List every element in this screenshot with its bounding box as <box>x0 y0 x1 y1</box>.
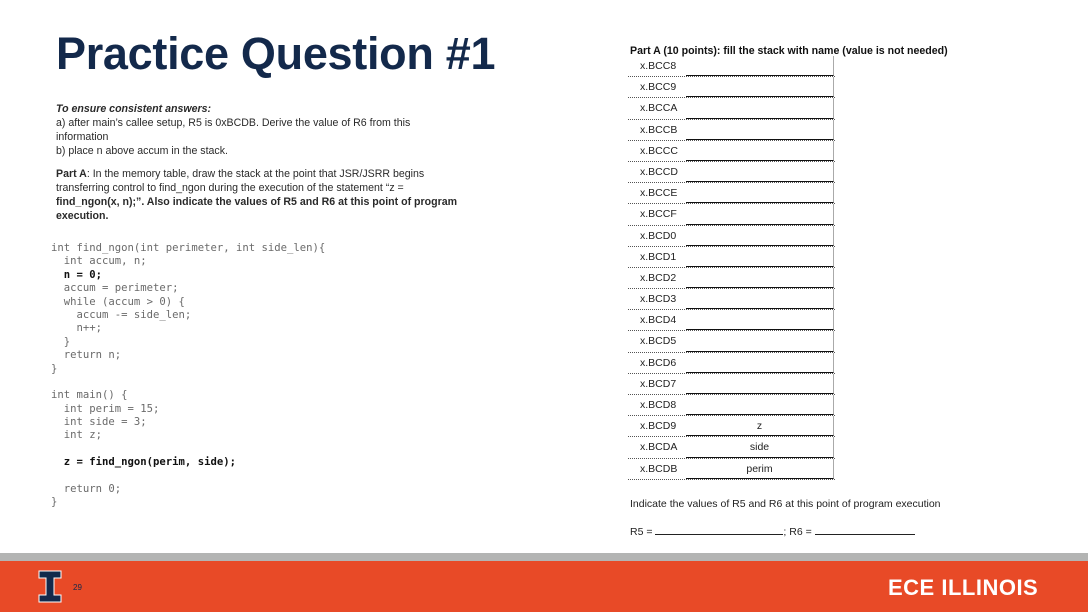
code-line: int z; <box>51 429 103 442</box>
stack-row <box>628 98 835 119</box>
part-a-line1-text: : In the memory table, draw the stack at the point that JSR/JSRR begins <box>86 168 425 180</box>
part-a-line1 <box>56 167 496 181</box>
instruction-a-line1: a) after main’s callee setup, R5 is 0xBCDB. Derive the value of R6 from this <box>56 117 411 129</box>
code-line <box>51 470 325 483</box>
stack-value-cell[interactable] <box>686 120 834 140</box>
code-line: } <box>51 362 58 375</box>
stack-value-cell[interactable] <box>686 310 834 330</box>
stack-row <box>628 395 835 416</box>
stack-row <box>628 310 835 331</box>
code-line: return 0; <box>51 483 122 496</box>
stack-address: x.BCD8 <box>640 399 677 411</box>
stack-value-cell[interactable] <box>686 395 834 415</box>
stack-table <box>628 56 835 480</box>
stack-value-cell[interactable] <box>686 141 834 161</box>
part-a-line4: execution. <box>56 210 109 222</box>
r6-answer-blank[interactable] <box>815 525 915 535</box>
code-line <box>51 443 325 456</box>
stack-address: x.BCD5 <box>640 335 677 348</box>
stack-address: x.BCCD <box>640 165 678 178</box>
stack-address: x.BCDB <box>640 462 678 475</box>
stack-address: x.BCCF <box>640 208 677 221</box>
stack-address: x.BCD3 <box>640 293 677 306</box>
stack-value-cell[interactable] <box>686 247 834 267</box>
stack-row <box>628 141 835 162</box>
part-a-label: Part A <box>56 168 87 180</box>
stack-value-cell[interactable] <box>686 77 834 97</box>
stack-value-cell[interactable] <box>686 268 834 288</box>
stack-row <box>628 374 835 395</box>
code-line: while (accum > 0) { <box>51 295 185 308</box>
stack-row <box>628 416 835 437</box>
indicate-text: Indicate the values of R5 and R6 at this point of program execution <box>630 498 941 510</box>
stack-table-header: Part A (10 points): fill the stack with name (value is not needed) <box>630 45 948 57</box>
stack-value-cell[interactable] <box>686 98 834 118</box>
stack-row <box>628 120 835 141</box>
stack-address: x.BCDA <box>640 441 678 454</box>
instruction-b: b) place n above accum in the stack. <box>56 145 228 157</box>
stack-address: x.BCCB <box>640 123 678 136</box>
r5-answer-blank[interactable] <box>655 525 783 535</box>
page-number: 29 <box>73 583 82 592</box>
stack-row <box>628 268 835 289</box>
stack-value-cell[interactable] <box>686 289 834 309</box>
footer-gray-band <box>0 553 1088 561</box>
stack-address: x.BCD7 <box>640 377 677 390</box>
stack-row <box>628 77 835 98</box>
code-block <box>51 242 325 510</box>
stack-address: x.BCD1 <box>640 250 677 263</box>
stack-row <box>628 331 835 352</box>
code-line <box>51 376 325 389</box>
stack-address: x.BCCE <box>640 187 678 200</box>
brand-wordmark: ECE ILLINOIS <box>888 575 1039 600</box>
stack-value-cell[interactable]: side <box>686 437 834 457</box>
stack-value-cell[interactable] <box>686 56 834 76</box>
code-line: int accum, n; <box>51 255 147 268</box>
stack-row <box>628 437 835 458</box>
code-line: n++; <box>51 322 103 335</box>
stack-row <box>628 226 835 247</box>
register-answer-line <box>630 525 915 538</box>
code-line: accum -= side_len; <box>51 308 192 321</box>
r5-label: R5 = <box>630 526 653 538</box>
instructions-block <box>56 102 496 223</box>
stack-row <box>628 289 835 310</box>
stack-address: x.BCC9 <box>640 81 677 94</box>
stack-address: x.BCC8 <box>640 60 677 72</box>
stack-row <box>628 162 835 183</box>
r6-label: ; R6 = <box>783 526 812 538</box>
stack-address: x.BCD6 <box>640 356 677 369</box>
code-line: n = 0; <box>51 268 103 281</box>
part-a-line3: find_ngon(x, n);”. Also indicate the values of R5 and R6 at this point of program <box>56 196 458 208</box>
slide-title: Practice Question #1 <box>56 28 496 79</box>
code-line: int perim = 15; <box>51 402 160 415</box>
stack-row <box>628 247 835 268</box>
code-line: z = find_ngon(perim, side); <box>51 456 236 469</box>
instruction-a-line2: information <box>56 131 109 143</box>
stack-value-cell[interactable] <box>686 353 834 373</box>
stack-address: x.BCCA <box>640 102 678 115</box>
code-line: int main() { <box>51 389 128 402</box>
code-line: int find_ngon(int perimeter, int side_len){ <box>51 242 326 254</box>
stack-value-cell[interactable] <box>686 183 834 203</box>
part-a-line2: transferring control to find_ngon during the execution of the statement “z = <box>56 182 404 194</box>
stack-address: x.BCD4 <box>640 314 677 327</box>
code-line: accum = perimeter; <box>51 282 179 295</box>
stack-value-cell[interactable] <box>686 331 834 351</box>
stack-value-cell[interactable]: perim <box>686 459 834 479</box>
stack-value-cell[interactable] <box>686 162 834 182</box>
stack-address: x.BCD0 <box>640 229 677 242</box>
stack-address: x.BCD2 <box>640 271 677 284</box>
stack-address: x.BCD9 <box>640 420 677 433</box>
code-line: } <box>51 335 71 348</box>
stack-value-cell[interactable] <box>686 204 834 224</box>
stack-row <box>628 183 835 204</box>
stack-row <box>628 459 835 480</box>
instructions-heading: To ensure consistent answers: <box>56 103 212 115</box>
code-line: int side = 3; <box>51 416 147 429</box>
stack-row <box>628 353 835 374</box>
stack-row <box>628 56 835 77</box>
stack-row <box>628 204 835 225</box>
code-line: } <box>51 496 58 509</box>
stack-address: x.BCCC <box>640 144 678 157</box>
stack-value-cell[interactable]: z <box>686 416 834 436</box>
stack-value-cell[interactable] <box>686 374 834 394</box>
stack-value-cell[interactable] <box>686 226 834 246</box>
illinois-block-i-logo <box>38 570 62 608</box>
code-line: return n; <box>51 349 122 362</box>
